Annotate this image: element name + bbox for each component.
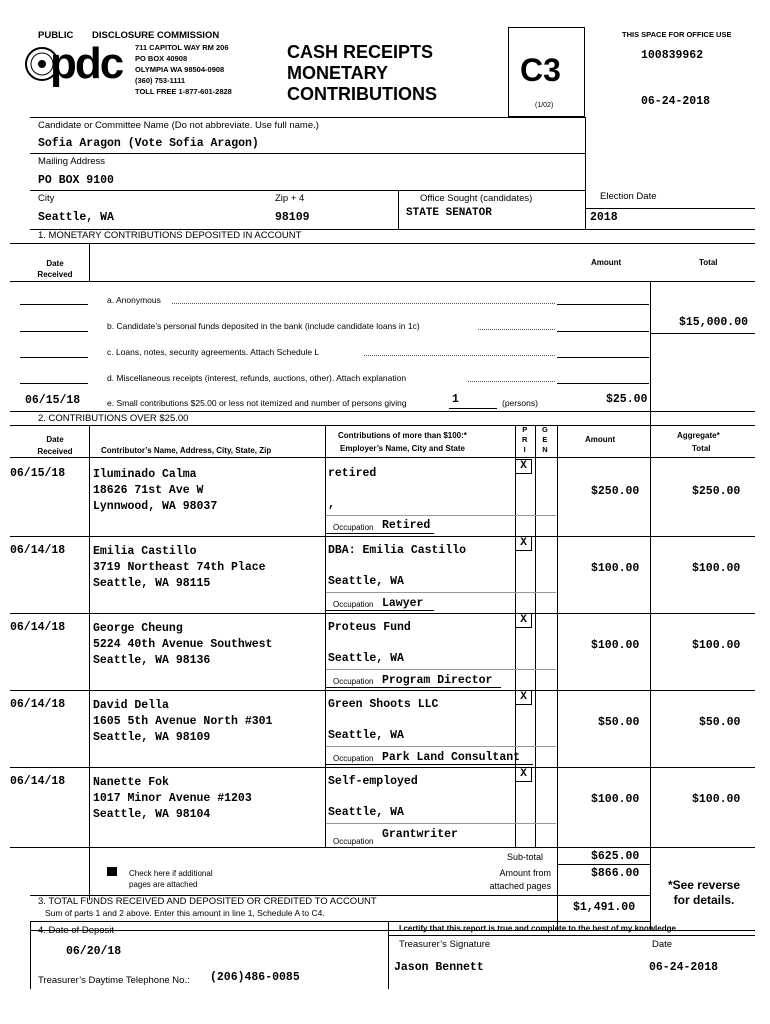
- row-occupation: Program Director: [382, 674, 493, 687]
- s2-name-header: Contributor’s Name, Address, City, State, Zip: [101, 446, 272, 455]
- occupation-label: Occupation: [333, 754, 374, 763]
- city-label: City: [38, 193, 55, 204]
- row-employer: Proteus Fund: [328, 621, 411, 634]
- form-revision: (1/02): [535, 102, 554, 109]
- total-funds-amount: $1,491.00: [573, 901, 636, 914]
- line-e-persons: 1: [452, 393, 459, 406]
- s2-pri-header: P R I: [522, 425, 528, 454]
- line-e-amount: $25.00: [606, 393, 648, 406]
- row-occupation: Lawyer: [382, 597, 424, 610]
- line-a-label: a. Anonymous: [107, 295, 161, 305]
- s2-date-header: Date Received: [37, 435, 73, 456]
- row-employer-city: Seattle, WA: [328, 806, 404, 819]
- row-contributor: Nanette Fok 1017 Minor Avenue #1203 Seattle, WA 98104: [93, 776, 252, 821]
- section3-title: 3. TOTAL FUNDS RECEIVED AND DEPOSITED OR CREDITED TO ACCOUNT: [38, 896, 377, 907]
- s2-gen-header: G E N: [542, 425, 548, 454]
- mailing-address-label: Mailing Address: [38, 156, 106, 167]
- row-employer: Green Shoots LLC: [328, 698, 439, 711]
- agency-name-left: PUBLIC: [38, 30, 74, 41]
- row-amount: $100.00: [591, 793, 640, 806]
- row-date: 06/15/18: [10, 467, 66, 480]
- candidate-name: Sofia Aragon (Vote Sofia Aragon): [38, 137, 259, 150]
- subtotal-amount: $625.00: [591, 850, 640, 863]
- row-aggregate: $250.00: [692, 485, 741, 498]
- form-code: C3: [520, 52, 561, 88]
- candidate-name-label: Candidate or Committee Name (Do not abbreviate. Use full name.): [38, 120, 319, 131]
- row-amount: $100.00: [591, 639, 640, 652]
- s2-amount-header: Amount: [585, 435, 616, 444]
- row-employer: Self-employed: [328, 775, 418, 788]
- s1-date-header: Date Received: [37, 259, 73, 279]
- office-sought: STATE SENATOR: [406, 207, 492, 219]
- s2-employer-header-1: Contributions of more than $100:*: [338, 431, 467, 440]
- row-occupation: Grantwriter: [382, 828, 458, 841]
- row-employer-city: ,: [328, 498, 335, 511]
- pri-checkbox[interactable]: X: [515, 690, 532, 705]
- office-number: 100839962: [641, 49, 704, 62]
- line-d-label: d. Miscellaneous receipts (interest, refunds, auctions, other). Attach explanation: [107, 373, 407, 383]
- s2-employer-header-2: Employer’s Name, City and State: [340, 444, 465, 453]
- row-amount: $50.00: [598, 716, 640, 729]
- line-e-persons-label: (persons): [502, 398, 538, 408]
- pri-checkbox[interactable]: X: [515, 536, 532, 551]
- row-aggregate: $100.00: [692, 639, 741, 652]
- pri-checkbox[interactable]: X: [515, 613, 532, 628]
- row-employer-city: Seattle, WA: [328, 729, 404, 742]
- treasurer-signature: Jason Bennett: [394, 961, 484, 974]
- signature-date: 06-24-2018: [649, 961, 719, 974]
- occupation-label: Occupation: [333, 677, 374, 686]
- zip: 98109: [275, 211, 310, 224]
- city: Seattle, WA: [38, 211, 114, 224]
- pri-checkbox[interactable]: X: [515, 767, 532, 782]
- section1-title: 1. MONETARY CONTRIBUTIONS DEPOSITED IN ACCOUNT: [38, 230, 302, 241]
- pdc-logo: [22, 38, 132, 94]
- deposit-date-label: 4. Date of Deposit: [38, 925, 115, 936]
- row-contributor: Iluminado Calma 18626 71st Ave W Lynnwood, WA 98037: [93, 468, 218, 513]
- attached-pages-amount: $866.00: [591, 867, 640, 880]
- zip-label: Zip + 4: [275, 193, 305, 204]
- row-contributor: George Cheung 5224 40th Avenue Southwest Seattle, WA 98136: [93, 622, 273, 667]
- election-date: 2018: [590, 211, 618, 224]
- svg-text:pdc: pdc: [50, 39, 123, 88]
- office-date: 06-24-2018: [641, 95, 711, 108]
- office-sought-label: Office Sought (candidates): [420, 193, 533, 204]
- agency-name-right: DISCLOSURE COMMISSION: [92, 30, 220, 41]
- certify-statement: I certify that this report is true and complete to the best of my knowledge: [399, 924, 676, 933]
- section3-subtitle: Sum of parts 1 and 2 above. Enter this amount in line 1, Schedule A to C4.: [45, 908, 325, 918]
- row-contributor: Emilia Castillo 3719 Northeast 74th Place Seattle, WA 98115: [93, 545, 266, 590]
- row-contributor: David Della 1605 5th Avenue North #301 Seattle, WA 98109: [93, 699, 273, 744]
- s1-amount-header: Amount: [591, 258, 622, 267]
- mailing-address: PO BOX 9100: [38, 174, 114, 187]
- row-amount: $100.00: [591, 562, 640, 575]
- row-employer: DBA: Emilia Castillo: [328, 544, 467, 557]
- row-amount: $250.00: [591, 485, 640, 498]
- deposit-date: 06/20/18: [66, 945, 122, 958]
- row-date: 06/14/18: [10, 621, 66, 634]
- s2-aggregate-header-1: Aggregate*: [677, 431, 720, 440]
- row-occupation: Retired: [382, 519, 431, 532]
- row-employer-city: Seattle, WA: [328, 575, 404, 588]
- line-c-label: c. Loans, notes, security agreements. Attach Schedule L: [107, 347, 320, 357]
- pri-checkbox[interactable]: X: [515, 459, 532, 474]
- attached-pages-label: Amount from attached pages: [489, 868, 551, 891]
- line-e-label: e. Small contributions $25.00 or less not itemized and number of persons giving: [107, 398, 407, 408]
- agency-address: 711 CAPITOL WAY RM 206 PO BOX 40908 OLYMPIA WA 98504-0908 (360) 753-1111 TOLL FREE 1-877-601-2828: [135, 43, 232, 96]
- row-employer: retired: [328, 467, 377, 480]
- additional-pages-label: Check here if additional pages are attached: [129, 869, 213, 889]
- s1-total-header: Total: [699, 258, 718, 267]
- line-b-label: b. Candidate’s personal funds deposited in the bank (include candidate loans in 1c): [107, 321, 420, 331]
- section2-title: 2. CONTRIBUTIONS OVER $25.00: [38, 413, 189, 424]
- line-b-total: $15,000.00: [679, 316, 749, 329]
- signature-date-label: Date: [652, 939, 673, 950]
- subtotal-label: Sub-total: [507, 852, 544, 862]
- additional-pages-checkbox[interactable]: [107, 867, 117, 876]
- row-employer-city: Seattle, WA: [328, 652, 404, 665]
- line-e-date: 06/15/18: [25, 394, 81, 407]
- row-date: 06/14/18: [10, 544, 66, 557]
- form-title: CASH RECEIPTS MONETARY CONTRIBUTIONS: [287, 42, 437, 104]
- s2-aggregate-header-2: Total: [692, 444, 711, 453]
- row-date: 06/14/18: [10, 698, 66, 711]
- occupation-label: Occupation: [333, 600, 374, 609]
- phone-label: Treasurer’s Daytime Telephone No.:: [38, 975, 190, 986]
- treasurer-signature-label: Treasurer’s Signature: [399, 939, 491, 950]
- treasurer-phone: (206)486-0085: [210, 971, 300, 984]
- election-date-label: Election Date: [600, 191, 657, 202]
- office-use-label: THIS SPACE FOR OFFICE USE: [622, 30, 732, 39]
- row-aggregate: $100.00: [692, 562, 741, 575]
- see-reverse-note: *See reverse for details.: [667, 878, 741, 907]
- row-date: 06/14/18: [10, 775, 66, 788]
- row-aggregate: $100.00: [692, 793, 741, 806]
- occupation-label: Occupation: [333, 523, 374, 532]
- row-occupation: Park Land Consultant: [382, 751, 521, 764]
- occupation-label: Occupation: [333, 837, 374, 846]
- row-aggregate: $50.00: [699, 716, 741, 729]
